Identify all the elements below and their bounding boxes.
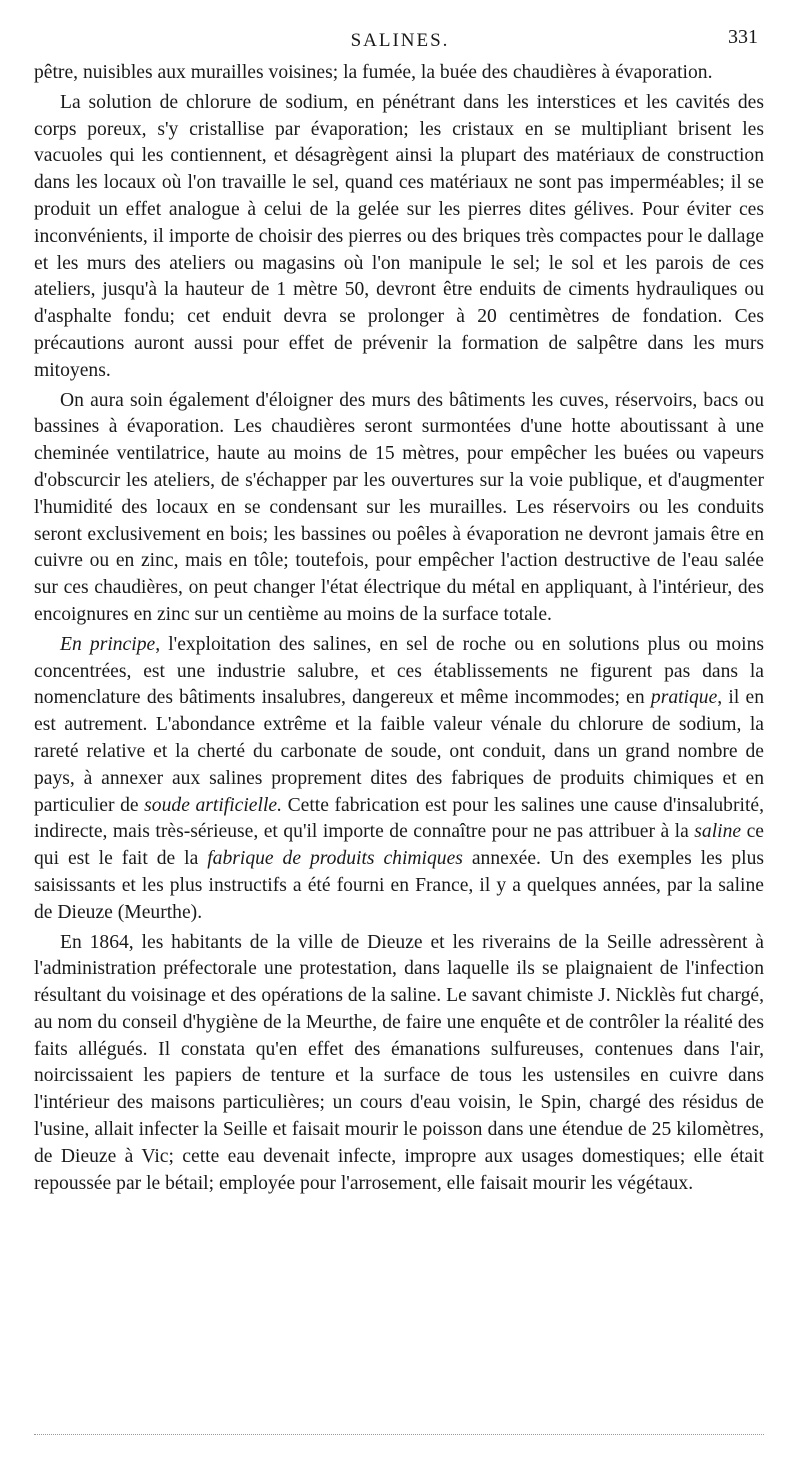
paragraph-salt-corrosion: La solution de chlorure de sodium, en pénétrant dans les interstices et les cavités des corps poreux, s'y cristallise par évaporation; les cristaux en se multipliant brisent les vacuoles qui les contiennent, et désagrègent ainsi la plupart des matériaux de construction dans les locaux où l'on travaille le sel, quand ces matériaux ne sont pas imperméables; il se produit un effet analogue à celui de la gelée sur les pierres dites gélives. Pour éviter ces inconvénients, il importe de choisir des pierres ou des briques très compactes pour le dallage et les murs des ateliers ou magasins où l'on manipule le sel; le sol et les parois de ces ateliers, jusqu'à la hauteur de 1 mètre 50, devront être enduits de ciments hydrauliques ou d'asphalte fondu; cet enduit devra se prolonger à 20 centimètres de fondation. Ces précautions auront aussi pour effet de prévenir la formation de salpêtre dans les murs mitoyens. xyxy=(34,91,764,381)
text-segment: ce qui est le fait de la xyxy=(34,821,764,870)
emphasis-pratique: pratique xyxy=(650,687,718,709)
running-header xyxy=(0,26,800,56)
footer-rule xyxy=(34,1434,764,1435)
running-title: SALINES. xyxy=(350,30,450,51)
emphasis-soude-artificielle: soude artificielle. xyxy=(144,794,282,816)
text-segment: Cette fabrication est pour les salines une cause d'insalubrité, indirecte, mais très-sérieuse, et qu'il importe de connaître pour ne pas attribuer à la xyxy=(34,794,764,843)
paragraph-boilers: On aura soin également d'éloigner des murs des bâtiments les cuves, réservoirs, bacs ou bassines à évaporation. Les chaudières seront surmontées d'une hotte aboutissant à une cheminée ventilatrice, haute au moins de 15 mètres, pour empêcher les buées ou vapeurs d'obscurcir les ateliers, de s'échapper par les ouvertures sur la voie publique, et d'augmenter l'humidité des locaux en se condensant sur les murailles. Les réservoirs ou les conduits seront exclusivement en bois; les bassines ou poêles à évaporation ne devront jamais être en cuivre ou en zinc, mais en tôle; toutefois, pour empêcher l'action destructive de l'eau salée sur ces chaudières, on peut changer l'état électrique du métal en appliquant, à l'intérieur, des encoignures en zinc sur un centième au moins de la surface totale. xyxy=(34,389,764,625)
page-number: 331 xyxy=(728,26,758,48)
emphasis-en-principe: En principe xyxy=(60,633,156,655)
paragraph-continuation: pêtre, nuisibles aux murailles voisines; la fumée, la buée des chaudières à évaporation. xyxy=(34,62,713,83)
emphasis-fabrique: fabrique de produits chimiques xyxy=(207,848,463,870)
emphasis-saline: saline xyxy=(694,821,742,843)
text-segment: annexée. Un des exemples les plus saisissants et les plus instructifs a été fourni en France, il y a quelques années, par la saline de Dieuze (Meurthe). xyxy=(34,848,765,923)
text-segment: , il en est autrement. L'abondance extrême et la faible valeur vénale du chlorure de sodium, la rareté relative et la cherté du carbonate de soude, ont conduit, dans un grand nombre de pays, à annexer aux salines proprement dites des fabriques de produits chimiques et en particulier de xyxy=(34,687,765,816)
body-text xyxy=(34,60,764,1197)
text-segment: , l'exploitation des salines, en sel de roche ou en solutions plus ou moins concentrées, est une industrie salubre, et ces établissements ne figurent pas dans la nomenclature des bâtiments insalubres, dangereux et même incommodes; en xyxy=(34,633,764,709)
paragraph-dieuze-1864: En 1864, les habitants de la ville de Dieuze et les riverains de la Seille adressèrent à l'administration préfectorale une protestation, dans laquelle ils se plaignaient de l'infection résultant du voisinage et des opérations de la saline. Le savant chimiste J. Nicklès fut chargé, au nom du conseil d'hygiène de la Meurthe, de faire une enquête et de contrôler la réalité des faits allégués. Il constata qu'en effet des émanations sulfureuses, contenues dans l'air, noircissaient les papiers de tenture et la surface de tous les ustensiles en cuivre dans l'intérieur des maisons particulières; un cours d'eau voisin, le Spin, chargé des résidus de l'usine, allait infecter la Seille et faisait mourir le poisson dans une étendue de 25 kilomètres, de Dieuze à Vic; cette eau devenait infecte, impropre aux usages domestiques; elle était repoussée par le bétail; employée pour l'arrosement, elle faisait mourir les végétaux. xyxy=(34,931,764,1194)
paragraph-principle xyxy=(34,632,764,927)
